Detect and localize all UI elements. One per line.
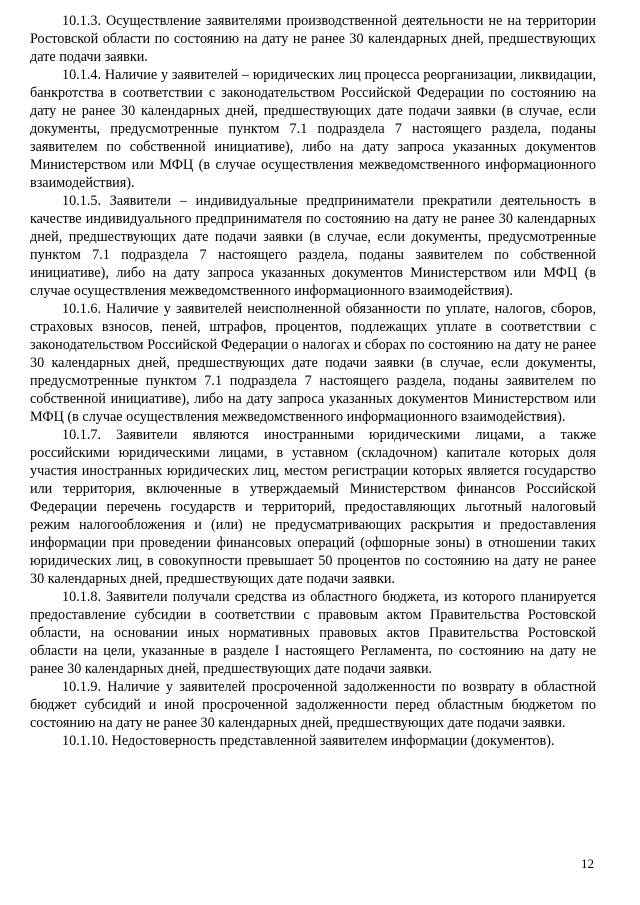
paragraph-10-1-3: 10.1.3. Осуществление заявителями производственной деятельности не на территории Ростовской области по состоянию на дату не ранее 30 календарных дней, предшествующих дате подачи заявки. <box>30 13 596 65</box>
paragraph-10-1-7: 10.1.7. Заявители являются иностранными юридическими лицами, а также российскими юридическими лицами, в уставном (складочном) капитале которых доля участия иностранных юридических лиц, местом регистрации которых является государство или территория, включенные в утверждаемый Министерством финансов Российской Федерации перечень государств и территорий, предоставляющих льготный налоговый режим налогообложения и (или) не предусматривающих раскрытия и предоставления информации при проведении финансовых операций (офшорные зоны) в отношении таких юридических лиц, в совокупности превышает 50 процентов по состоянию на дату не ранее 30 календарных дней, предшествующих дате подачи заявки. <box>30 427 596 587</box>
paragraph-10-1-6: 10.1.6. Наличие у заявителей неисполненной обязанности по уплате, налогов, сборов, страховых взносов, пеней, штрафов, процентов, подлежащих уплате в соответствии с законодательством Российской Федерации о налогах и сборах по состоянию на дату не ранее 30 календарных дней, предшествующих дате подачи заявки (в случае, если документы, предусмотренные пунктом 7.1 подраздела 7 настоящего раздела, поданы заявителем по собственной инициативе), либо на дату запроса указанных документов Министерством или МФЦ (в случае осуществления межведомственного информационного взаимодействия). <box>30 301 596 425</box>
paragraph-10-1-5: 10.1.5. Заявители – индивидуальные предприниматели прекратили деятельность в качестве индивидуального предпринимателя по состоянию на дату не ранее 30 календарных дней, предшествующих дате подачи заявки (в случае, если документы, предусмотренные пунктом 7.1 подраздела 7 настоящего раздела, поданы заявителем по собственной инициативе), либо на дату запроса указанных документов Министерством или МФЦ (в случае осуществления межведомственного информационного взаимодействия). <box>30 193 596 299</box>
paragraph-10-1-10: 10.1.10. Недостоверность представленной заявителем информации (документов). <box>62 733 555 749</box>
paragraph-10-1-8: 10.1.8. Заявители получали средства из областного бюджета, из которого планируется предоставление субсидии в соответствии с правовым актом Правительства Ростовской области, на основании иных нормативных правовых актов Правительства Ростовской области на цели, указанные в разделе I настоящего Регламента, по состоянию на дату не ранее 30 календарных дней, предшествующих дате подачи заявки. <box>30 589 596 677</box>
paragraph-10-1-9: 10.1.9. Наличие у заявителей просроченной задолженности по возврату в областной бюджет субсидий и иной просроченной задолженности перед областным бюджетом по состоянию на дату не ранее 30 календарных дней, предшествующих дате подачи заявки. <box>30 679 596 731</box>
document-body <box>30 12 596 750</box>
page-number: 12 <box>581 856 594 871</box>
paragraph-10-1-4: 10.1.4. Наличие у заявителей – юридических лиц процесса реорганизации, ликвидации, банкротства в соответствии с законодательством Российской Федерации по состоянию на дату не ранее 30 календарных дней, предшествующих дате подачи заявки (в случае, если документы, предусмотренные пунктом 7.1 подраздела 7 настоящего раздела, поданы заявителем по собственной инициативе), либо на дату запроса указанных документов Министерством или МФЦ (в случае осуществления межведомственного информационного взаимодействия). <box>30 67 596 191</box>
